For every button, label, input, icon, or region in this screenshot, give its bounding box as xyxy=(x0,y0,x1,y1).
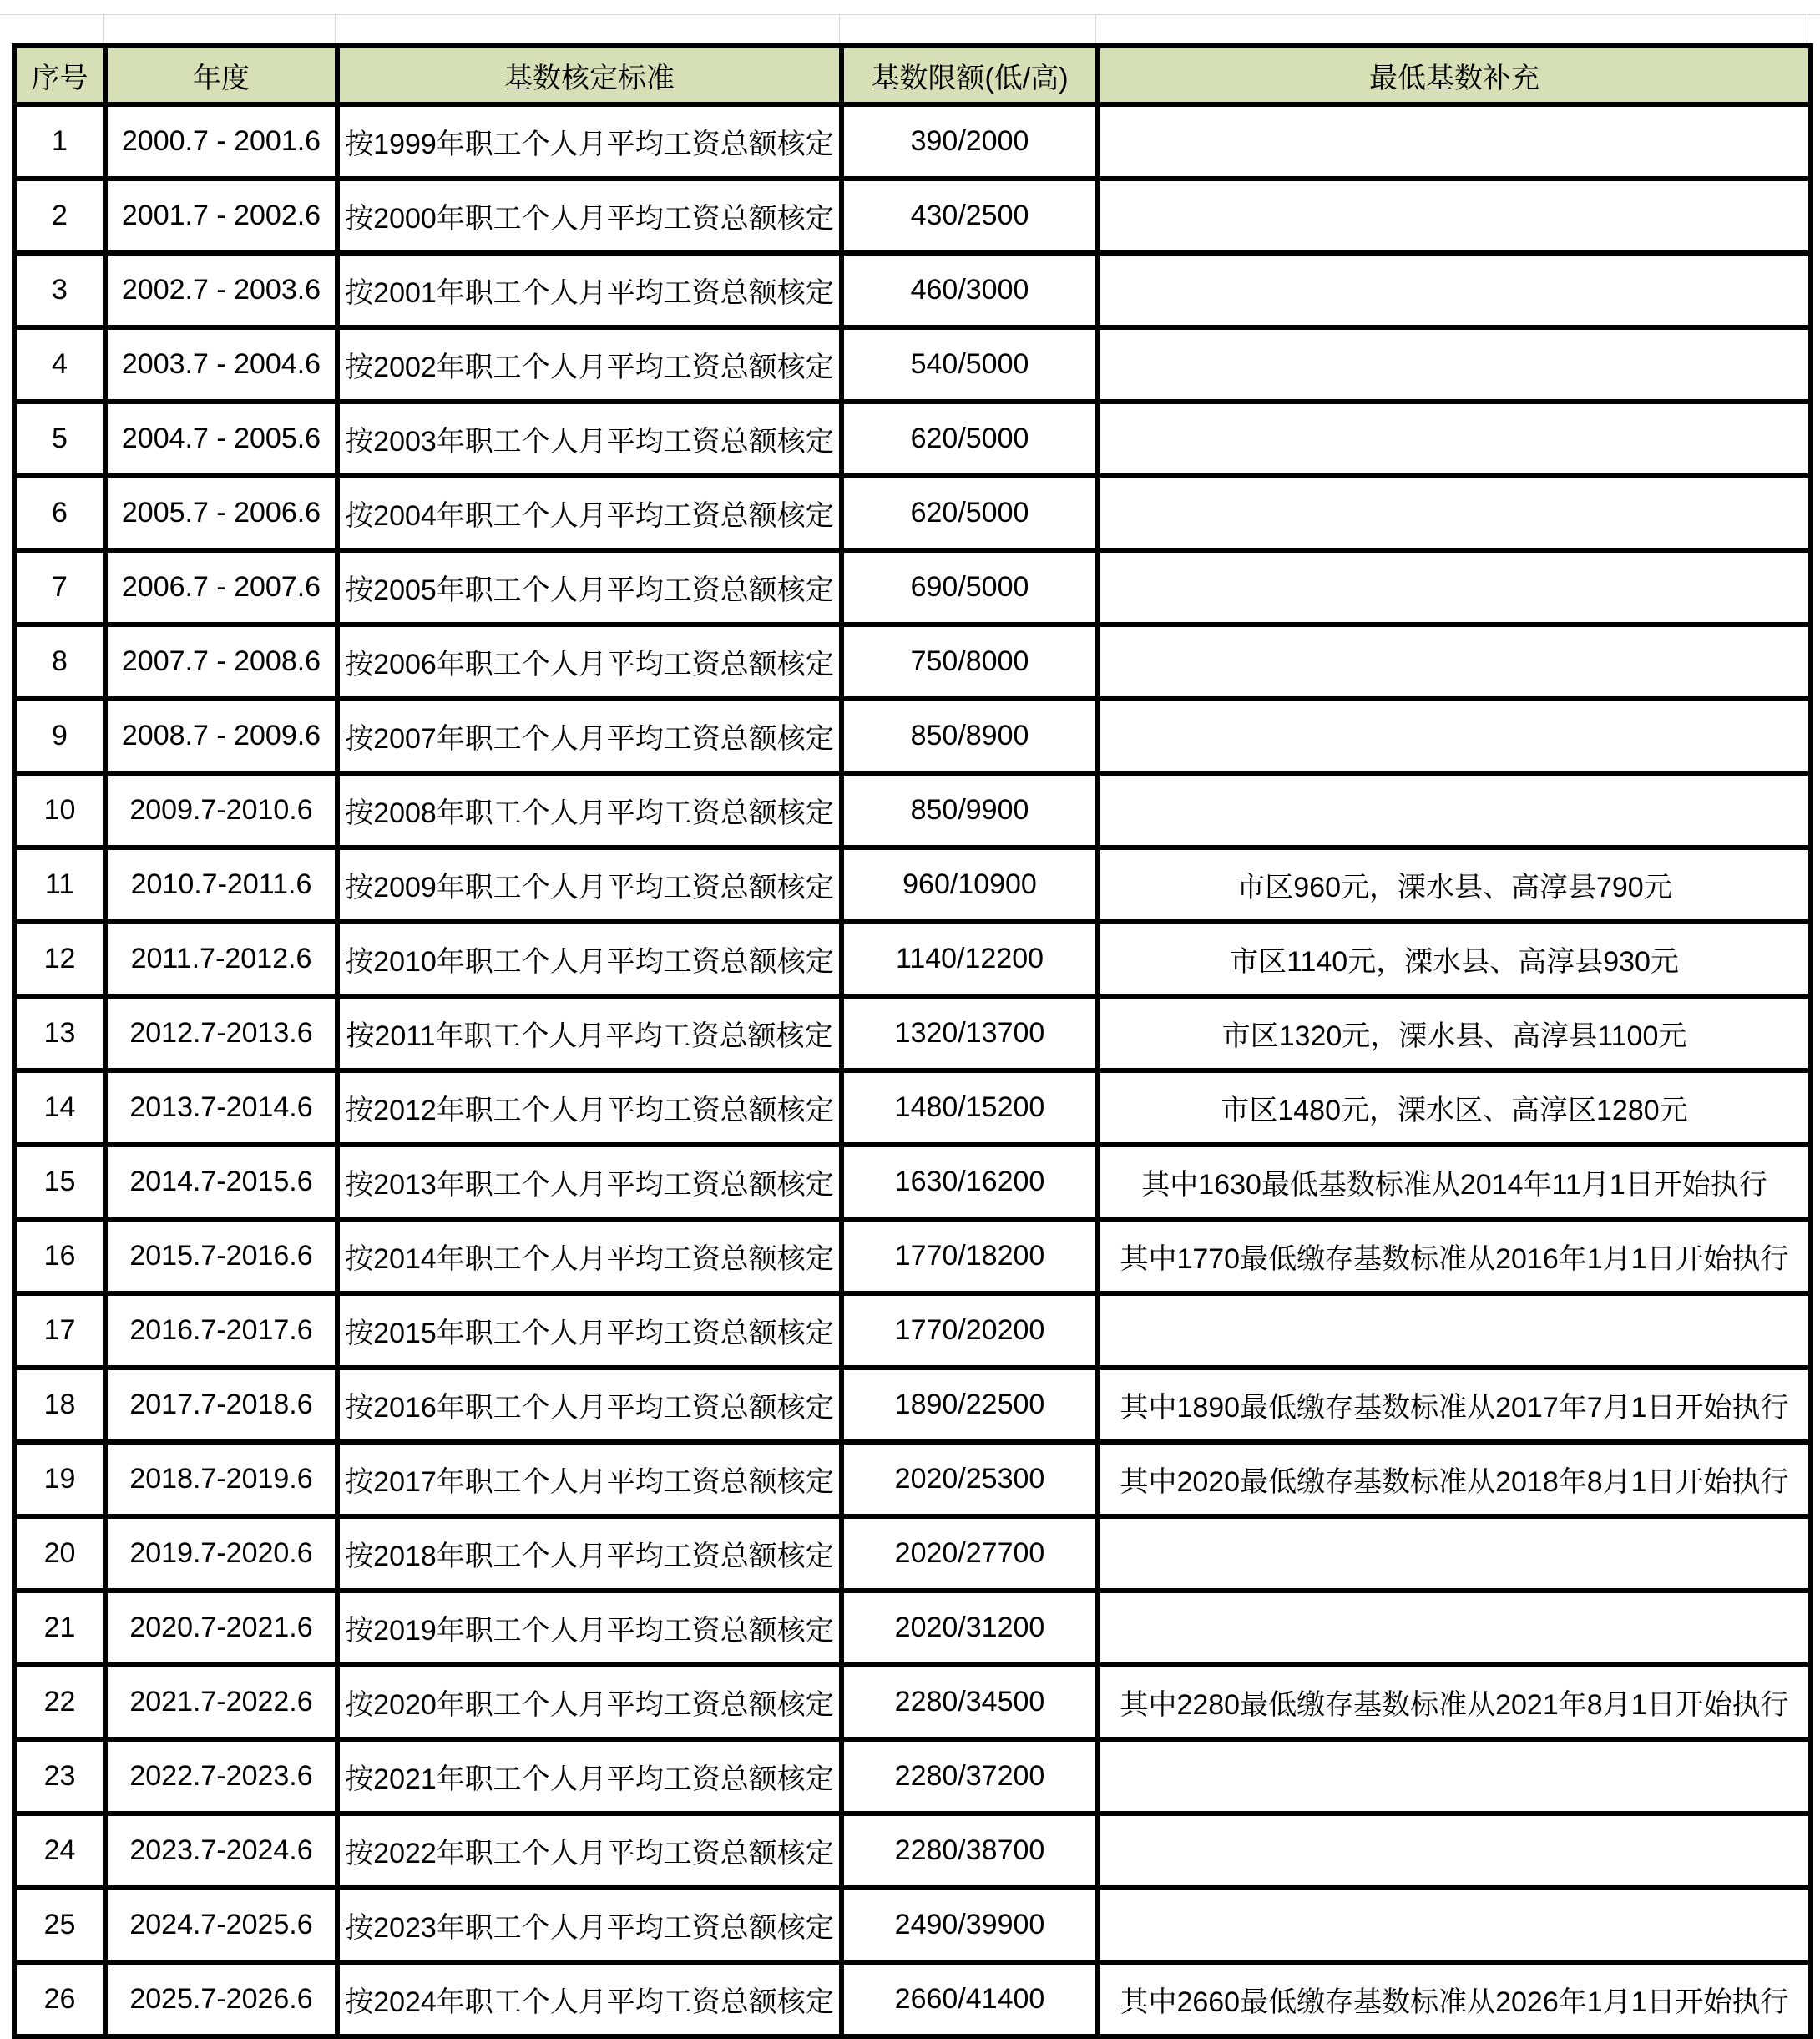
cell-year[interactable]: 2021.7-2022.6 xyxy=(105,1665,337,1739)
cell-standard[interactable]: 按2018年职工个人月平均工资总额核定 xyxy=(337,1516,842,1591)
cell-limit[interactable]: 2020/27700 xyxy=(842,1516,1098,1591)
cell-supplement[interactable]: 其中1890最低缴存基数标准从2017年7月1日开始执行 xyxy=(1098,1368,1811,1442)
cell-limit[interactable]: 1890/22500 xyxy=(842,1368,1098,1442)
cell-year[interactable]: 2007.7 - 2008.6 xyxy=(105,625,337,699)
table-row xyxy=(14,327,1811,402)
cell-standard[interactable]: 按2010年职工个人月平均工资总额核定 xyxy=(337,922,842,996)
cell-standard[interactable]: 按2015年职工个人月平均工资总额核定 xyxy=(337,1293,842,1368)
cell-standard[interactable]: 按2006年职工个人月平均工资总额核定 xyxy=(337,625,842,699)
cell-year[interactable]: 2016.7-2017.6 xyxy=(105,1293,337,1368)
cell-year[interactable]: 2014.7-2015.6 xyxy=(105,1145,337,1219)
cell-year[interactable]: 2010.7-2011.6 xyxy=(105,847,337,922)
cell-supplement[interactable] xyxy=(1098,104,1811,179)
header-cell-supplement[interactable]: 最低基数补充 xyxy=(1098,46,1811,104)
cell-supplement[interactable] xyxy=(1098,1591,1811,1665)
cell-limit[interactable]: 1770/18200 xyxy=(842,1219,1098,1293)
cell-no[interactable]: 24 xyxy=(14,1814,105,1888)
cell-supplement[interactable] xyxy=(1098,1293,1811,1368)
cell-supplement[interactable] xyxy=(1098,253,1811,327)
cell-limit[interactable]: 2490/39900 xyxy=(842,1888,1098,1962)
gridline-horizontal xyxy=(0,14,1820,15)
cell-standard[interactable]: 按2000年职工个人月平均工资总额核定 xyxy=(337,179,842,253)
cell-standard[interactable]: 按2002年职工个人月平均工资总额核定 xyxy=(337,327,842,402)
cell-limit[interactable]: 460/3000 xyxy=(842,253,1098,327)
cell-standard[interactable]: 按1999年职工个人月平均工资总额核定 xyxy=(337,104,842,179)
cell-supplement[interactable]: 其中1630最低基数标准从2014年11月1日开始执行 xyxy=(1098,1145,1811,1219)
table-row xyxy=(14,476,1811,550)
cell-no[interactable]: 20 xyxy=(14,1516,105,1591)
cell-year[interactable]: 2019.7-2020.6 xyxy=(105,1516,337,1591)
table-row xyxy=(14,1665,1811,1739)
gridline-vertical xyxy=(1095,14,1096,43)
cell-supplement[interactable]: 其中2660最低缴存基数标准从2026年1月1日开始执行 xyxy=(1098,1962,1811,2036)
cell-limit[interactable]: 2280/34500 xyxy=(842,1665,1098,1739)
table-header-row xyxy=(14,46,1811,104)
cell-supplement[interactable] xyxy=(1098,550,1811,625)
table-row xyxy=(14,402,1811,476)
table-row xyxy=(14,699,1811,773)
cell-no[interactable]: 16 xyxy=(14,1219,105,1293)
cell-limit[interactable]: 1140/12200 xyxy=(842,922,1098,996)
header-cell-standard[interactable]: 基数核定标准 xyxy=(337,46,842,104)
cell-standard[interactable]: 按2023年职工个人月平均工资总额核定 xyxy=(337,1888,842,1962)
cell-no[interactable]: 18 xyxy=(14,1368,105,1442)
cell-year[interactable]: 2012.7-2013.6 xyxy=(105,996,337,1070)
table-row xyxy=(14,179,1811,253)
table-row xyxy=(14,625,1811,699)
cell-year[interactable]: 2002.7 - 2003.6 xyxy=(105,253,337,327)
cell-year[interactable]: 2020.7-2021.6 xyxy=(105,1591,337,1665)
cell-year[interactable]: 2000.7 - 2001.6 xyxy=(105,104,337,179)
cell-no[interactable]: 23 xyxy=(14,1739,105,1814)
cell-standard[interactable]: 按2024年职工个人月平均工资总额核定 xyxy=(337,1962,842,2036)
table-row xyxy=(14,996,1811,1070)
cell-standard[interactable]: 按2021年职工个人月平均工资总额核定 xyxy=(337,1739,842,1814)
cell-supplement[interactable]: 其中2280最低缴存基数标准从2021年8月1日开始执行 xyxy=(1098,1665,1811,1739)
cell-limit[interactable]: 850/9900 xyxy=(842,773,1098,847)
cell-year[interactable]: 2025.7-2026.6 xyxy=(105,1962,337,2036)
cell-year[interactable]: 2013.7-2014.6 xyxy=(105,1070,337,1145)
cell-standard[interactable]: 按2014年职工个人月平均工资总额核定 xyxy=(337,1219,842,1293)
cell-no[interactable]: 4 xyxy=(14,327,105,402)
cell-standard[interactable]: 按2008年职工个人月平均工资总额核定 xyxy=(337,773,842,847)
cell-limit[interactable]: 750/8000 xyxy=(842,625,1098,699)
cell-no[interactable]: 13 xyxy=(14,996,105,1070)
cell-limit[interactable]: 620/5000 xyxy=(842,402,1098,476)
cell-no[interactable]: 19 xyxy=(14,1442,105,1516)
cell-limit[interactable]: 620/5000 xyxy=(842,476,1098,550)
cell-year[interactable]: 2024.7-2025.6 xyxy=(105,1888,337,1962)
cell-standard[interactable]: 按2012年职工个人月平均工资总额核定 xyxy=(337,1070,842,1145)
cell-supplement[interactable] xyxy=(1098,625,1811,699)
table-row xyxy=(14,1219,1811,1293)
cell-no[interactable]: 6 xyxy=(14,476,105,550)
cell-supplement[interactable] xyxy=(1098,1516,1811,1591)
cell-no[interactable]: 15 xyxy=(14,1145,105,1219)
cell-year[interactable]: 2011.7-2012.6 xyxy=(105,922,337,996)
table-row xyxy=(14,1368,1811,1442)
cell-supplement[interactable] xyxy=(1098,1814,1811,1888)
cell-standard[interactable]: 按2017年职工个人月平均工资总额核定 xyxy=(337,1442,842,1516)
header-cell-year[interactable]: 年度 xyxy=(105,46,337,104)
cell-limit[interactable]: 1630/16200 xyxy=(842,1145,1098,1219)
cell-supplement[interactable]: 其中1770最低缴存基数标准从2016年1月1日开始执行 xyxy=(1098,1219,1811,1293)
cell-standard[interactable]: 按2005年职工个人月平均工资总额核定 xyxy=(337,550,842,625)
table-row xyxy=(14,1962,1811,2036)
gridline-vertical xyxy=(335,14,336,43)
table-row xyxy=(14,847,1811,922)
deposit-base-table xyxy=(12,43,1813,2039)
cell-no[interactable]: 17 xyxy=(14,1293,105,1368)
cell-limit[interactable]: 540/5000 xyxy=(842,327,1098,402)
cell-no[interactable]: 25 xyxy=(14,1888,105,1962)
cell-no[interactable]: 11 xyxy=(14,847,105,922)
cell-year[interactable]: 2004.7 - 2005.6 xyxy=(105,402,337,476)
cell-standard[interactable]: 按2013年职工个人月平均工资总额核定 xyxy=(337,1145,842,1219)
cell-standard[interactable]: 按2003年职工个人月平均工资总额核定 xyxy=(337,402,842,476)
table-row xyxy=(14,1516,1811,1591)
gridline-vertical xyxy=(839,14,840,43)
cell-limit[interactable]: 1770/20200 xyxy=(842,1293,1098,1368)
table-body xyxy=(14,104,1811,2036)
cell-standard[interactable]: 按2009年职工个人月平均工资总额核定 xyxy=(337,847,842,922)
cell-standard[interactable]: 按2001年职工个人月平均工资总额核定 xyxy=(337,253,842,327)
cell-standard[interactable]: 按2020年职工个人月平均工资总额核定 xyxy=(337,1665,842,1739)
table-row xyxy=(14,1814,1811,1888)
cell-no[interactable]: 2 xyxy=(14,179,105,253)
cell-supplement[interactable] xyxy=(1098,402,1811,476)
table-row xyxy=(14,1739,1811,1814)
cell-supplement[interactable]: 市区1320元，溧水县、高淳县1100元 xyxy=(1098,996,1811,1070)
cell-limit[interactable]: 2280/38700 xyxy=(842,1814,1098,1888)
cell-limit[interactable]: 1480/15200 xyxy=(842,1070,1098,1145)
cell-year[interactable]: 2008.7 - 2009.6 xyxy=(105,699,337,773)
cell-supplement[interactable] xyxy=(1098,773,1811,847)
table-row xyxy=(14,1070,1811,1145)
cell-standard[interactable]: 按2007年职工个人月平均工资总额核定 xyxy=(337,699,842,773)
cell-no[interactable]: 7 xyxy=(14,550,105,625)
cell-no[interactable]: 8 xyxy=(14,625,105,699)
cell-year[interactable]: 2022.7-2023.6 xyxy=(105,1739,337,1814)
cell-year[interactable]: 2003.7 - 2004.6 xyxy=(105,327,337,402)
cell-standard[interactable]: 按2022年职工个人月平均工资总额核定 xyxy=(337,1814,842,1888)
cell-year[interactable]: 2005.7 - 2006.6 xyxy=(105,476,337,550)
cell-supplement[interactable]: 市区960元，溧水县、高淳县790元 xyxy=(1098,847,1811,922)
cell-limit[interactable]: 690/5000 xyxy=(842,550,1098,625)
cell-limit[interactable]: 390/2000 xyxy=(842,104,1098,179)
cell-no[interactable]: 10 xyxy=(14,773,105,847)
cell-no[interactable]: 14 xyxy=(14,1070,105,1145)
table-row xyxy=(14,550,1811,625)
cell-standard[interactable]: 按2004年职工个人月平均工资总额核定 xyxy=(337,476,842,550)
cell-supplement[interactable] xyxy=(1098,1739,1811,1814)
header-cell-no[interactable]: 序号 xyxy=(14,46,105,104)
cell-standard[interactable]: 按2016年职工个人月平均工资总额核定 xyxy=(337,1368,842,1442)
cell-limit[interactable]: 1320/13700 xyxy=(842,996,1098,1070)
cell-no[interactable]: 9 xyxy=(14,699,105,773)
cell-standard[interactable]: 按2019年职工个人月平均工资总额核定 xyxy=(337,1591,842,1665)
cell-year[interactable]: 2006.7 - 2007.6 xyxy=(105,550,337,625)
cell-no[interactable]: 5 xyxy=(14,402,105,476)
cell-year[interactable]: 2015.7-2016.6 xyxy=(105,1219,337,1293)
header-cell-limit[interactable]: 基数限额(低/高) xyxy=(842,46,1098,104)
spreadsheet-margin-area xyxy=(0,0,1820,43)
cell-no[interactable]: 21 xyxy=(14,1591,105,1665)
cell-supplement[interactable] xyxy=(1098,699,1811,773)
cell-limit[interactable]: 430/2500 xyxy=(842,179,1098,253)
cell-limit[interactable]: 2660/41400 xyxy=(842,1962,1098,2036)
cell-supplement[interactable]: 市区1480元，溧水区、高淳区1280元 xyxy=(1098,1070,1811,1145)
cell-limit[interactable]: 2020/25300 xyxy=(842,1442,1098,1516)
table-row xyxy=(14,1145,1811,1219)
cell-no[interactable]: 12 xyxy=(14,922,105,996)
cell-no[interactable]: 26 xyxy=(14,1962,105,2036)
table-row xyxy=(14,1591,1811,1665)
table-row xyxy=(14,1293,1811,1368)
table-row xyxy=(14,1888,1811,1962)
cell-supplement[interactable] xyxy=(1098,327,1811,402)
cell-year[interactable]: 2023.7-2024.6 xyxy=(105,1814,337,1888)
cell-supplement[interactable] xyxy=(1098,179,1811,253)
cell-standard[interactable]: 按2011年职工个人月平均工资总额核定 xyxy=(337,996,842,1070)
cell-year[interactable]: 2009.7-2010.6 xyxy=(105,773,337,847)
table-row xyxy=(14,773,1811,847)
cell-year[interactable]: 2018.7-2019.6 xyxy=(105,1442,337,1516)
gridline-vertical xyxy=(103,14,104,43)
table-row xyxy=(14,1442,1811,1516)
cell-limit[interactable]: 960/10900 xyxy=(842,847,1098,922)
cell-supplement[interactable]: 市区1140元，溧水县、高淳县930元 xyxy=(1098,922,1811,996)
cell-supplement[interactable] xyxy=(1098,476,1811,550)
cell-supplement[interactable] xyxy=(1098,1888,1811,1962)
cell-year[interactable]: 2017.7-2018.6 xyxy=(105,1368,337,1442)
table-row xyxy=(14,253,1811,327)
cell-limit[interactable]: 2020/31200 xyxy=(842,1591,1098,1665)
cell-no[interactable]: 22 xyxy=(14,1665,105,1739)
cell-supplement[interactable]: 其中2020最低缴存基数标准从2018年8月1日开始执行 xyxy=(1098,1442,1811,1516)
table-row xyxy=(14,922,1811,996)
cell-limit[interactable]: 2280/37200 xyxy=(842,1739,1098,1814)
table-row xyxy=(14,104,1811,179)
cell-no[interactable]: 3 xyxy=(14,253,105,327)
cell-no[interactable]: 1 xyxy=(14,104,105,179)
cell-year[interactable]: 2001.7 - 2002.6 xyxy=(105,179,337,253)
cell-limit[interactable]: 850/8900 xyxy=(842,699,1098,773)
